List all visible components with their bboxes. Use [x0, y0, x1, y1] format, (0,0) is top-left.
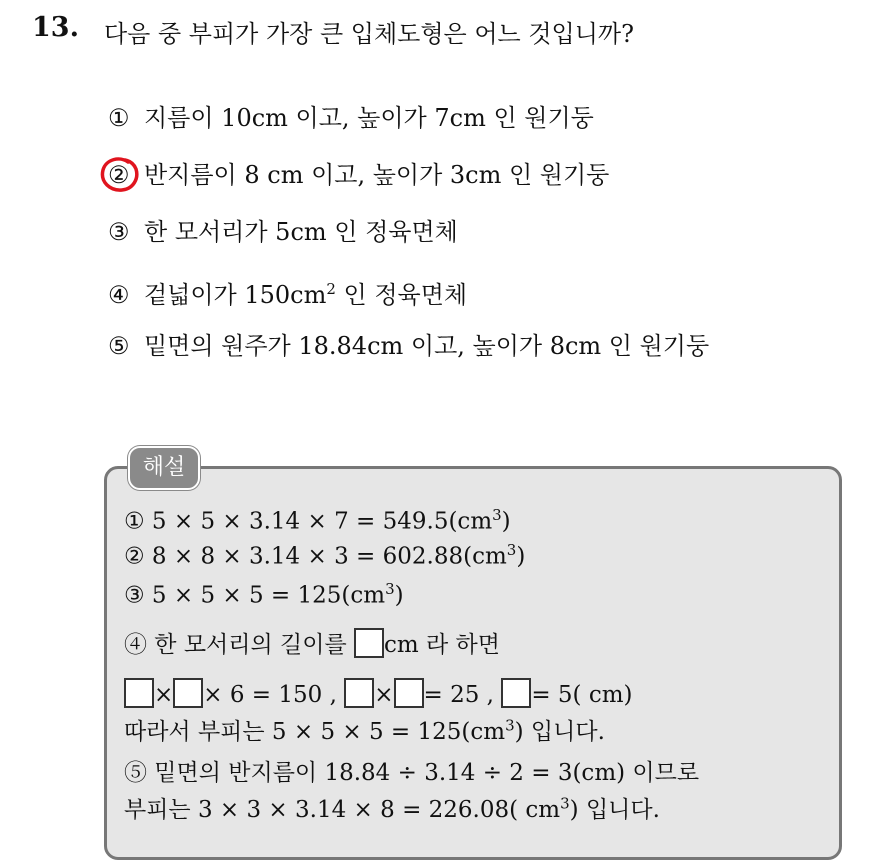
choice-text: 겉넓이가 150cm [144, 281, 327, 309]
circle-mark-icon [98, 155, 142, 195]
choice-number: ⑤ [108, 332, 130, 360]
blank-box [394, 678, 424, 708]
blank-box [501, 678, 531, 708]
equation-text: ② 8 × 8 × 3.14 × 3 = 602.88(cm [124, 543, 507, 570]
solution-line-3 [124, 580, 404, 609]
solution-tag: 해설 [128, 446, 200, 490]
superscript: 3 [492, 506, 502, 524]
equation-end: ) [501, 508, 511, 535]
equation-text: × 6 = 150 , [203, 682, 345, 708]
equation-text: = 25 , [423, 682, 502, 708]
blank-box [344, 678, 374, 708]
equation-text: ① 5 × 5 × 3.14 × 7 = 549.5(cm [124, 508, 493, 535]
blank-box [354, 628, 384, 658]
question-text: 다음 중 부피가 가장 큰 입체도형은 어느 것입니까? [104, 20, 634, 48]
solution-line-8 [124, 791, 660, 824]
equation-end: ) [394, 582, 404, 609]
equation-text: = 5( cm) [531, 682, 633, 708]
equation-text: 부피는 3 × 3 × 3.14 × 8 = 226.08( cm [124, 797, 561, 823]
equation-end: ) 입니다. [569, 797, 660, 823]
equation-text: ④ 한 모서리의 길이를 [124, 632, 354, 658]
equation-text: × [374, 682, 394, 708]
question-number: 13. [32, 12, 79, 43]
equation-text: 따라서 부피는 5 × 5 × 5 = 125(cm [124, 719, 506, 745]
blank-box [124, 678, 154, 708]
choice-2[interactable] [108, 157, 609, 193]
equation-end: ) 입니다. [514, 719, 605, 745]
choice-3[interactable] [108, 214, 458, 250]
choice-text: 지름이 10cm 이고, 높이가 7cm 인 원기둥 [144, 104, 594, 132]
choice-4[interactable] [108, 271, 467, 307]
equation-text: cm 라 하면 [384, 632, 500, 658]
equation-text: ⑤ 밑면의 반지름이 18.84 ÷ 3.14 ÷ 2 = 3(cm) 이므로 [124, 760, 700, 786]
superscript: 3 [560, 794, 570, 813]
choice-number: ③ [108, 218, 130, 246]
choice-5[interactable] [108, 328, 709, 364]
superscript: 2 [326, 280, 336, 298]
choice-text: 밑면의 원주가 18.84cm 이고, 높이가 8cm 인 원기둥 [144, 332, 710, 360]
solution-line-7 [124, 754, 699, 787]
superscript: 3 [385, 580, 395, 598]
solution-line-2 [124, 541, 525, 570]
solution-line-4 [124, 626, 500, 659]
choice-number: ① [108, 104, 130, 132]
choice-text: 반지름이 8 cm 이고, 높이가 3cm 인 원기둥 [144, 161, 610, 189]
solution-line-5 [124, 678, 632, 708]
choice-number: ④ [108, 281, 130, 309]
solution-line-6 [124, 713, 605, 746]
choice-1[interactable] [108, 100, 594, 136]
choice-number: ② [108, 161, 130, 189]
choice-text: 한 모서리가 5cm 인 정육면체 [144, 218, 458, 246]
superscript: 3 [506, 541, 517, 559]
blank-box [173, 678, 203, 708]
choice-text-tail: 인 정육면체 [335, 281, 468, 309]
solution-line-1 [124, 506, 511, 535]
equation-text: × [154, 682, 174, 708]
equation-text: ③ 5 × 5 × 5 = 125(cm [124, 582, 386, 609]
equation-end: ) [516, 543, 526, 570]
superscript: 3 [505, 716, 515, 735]
